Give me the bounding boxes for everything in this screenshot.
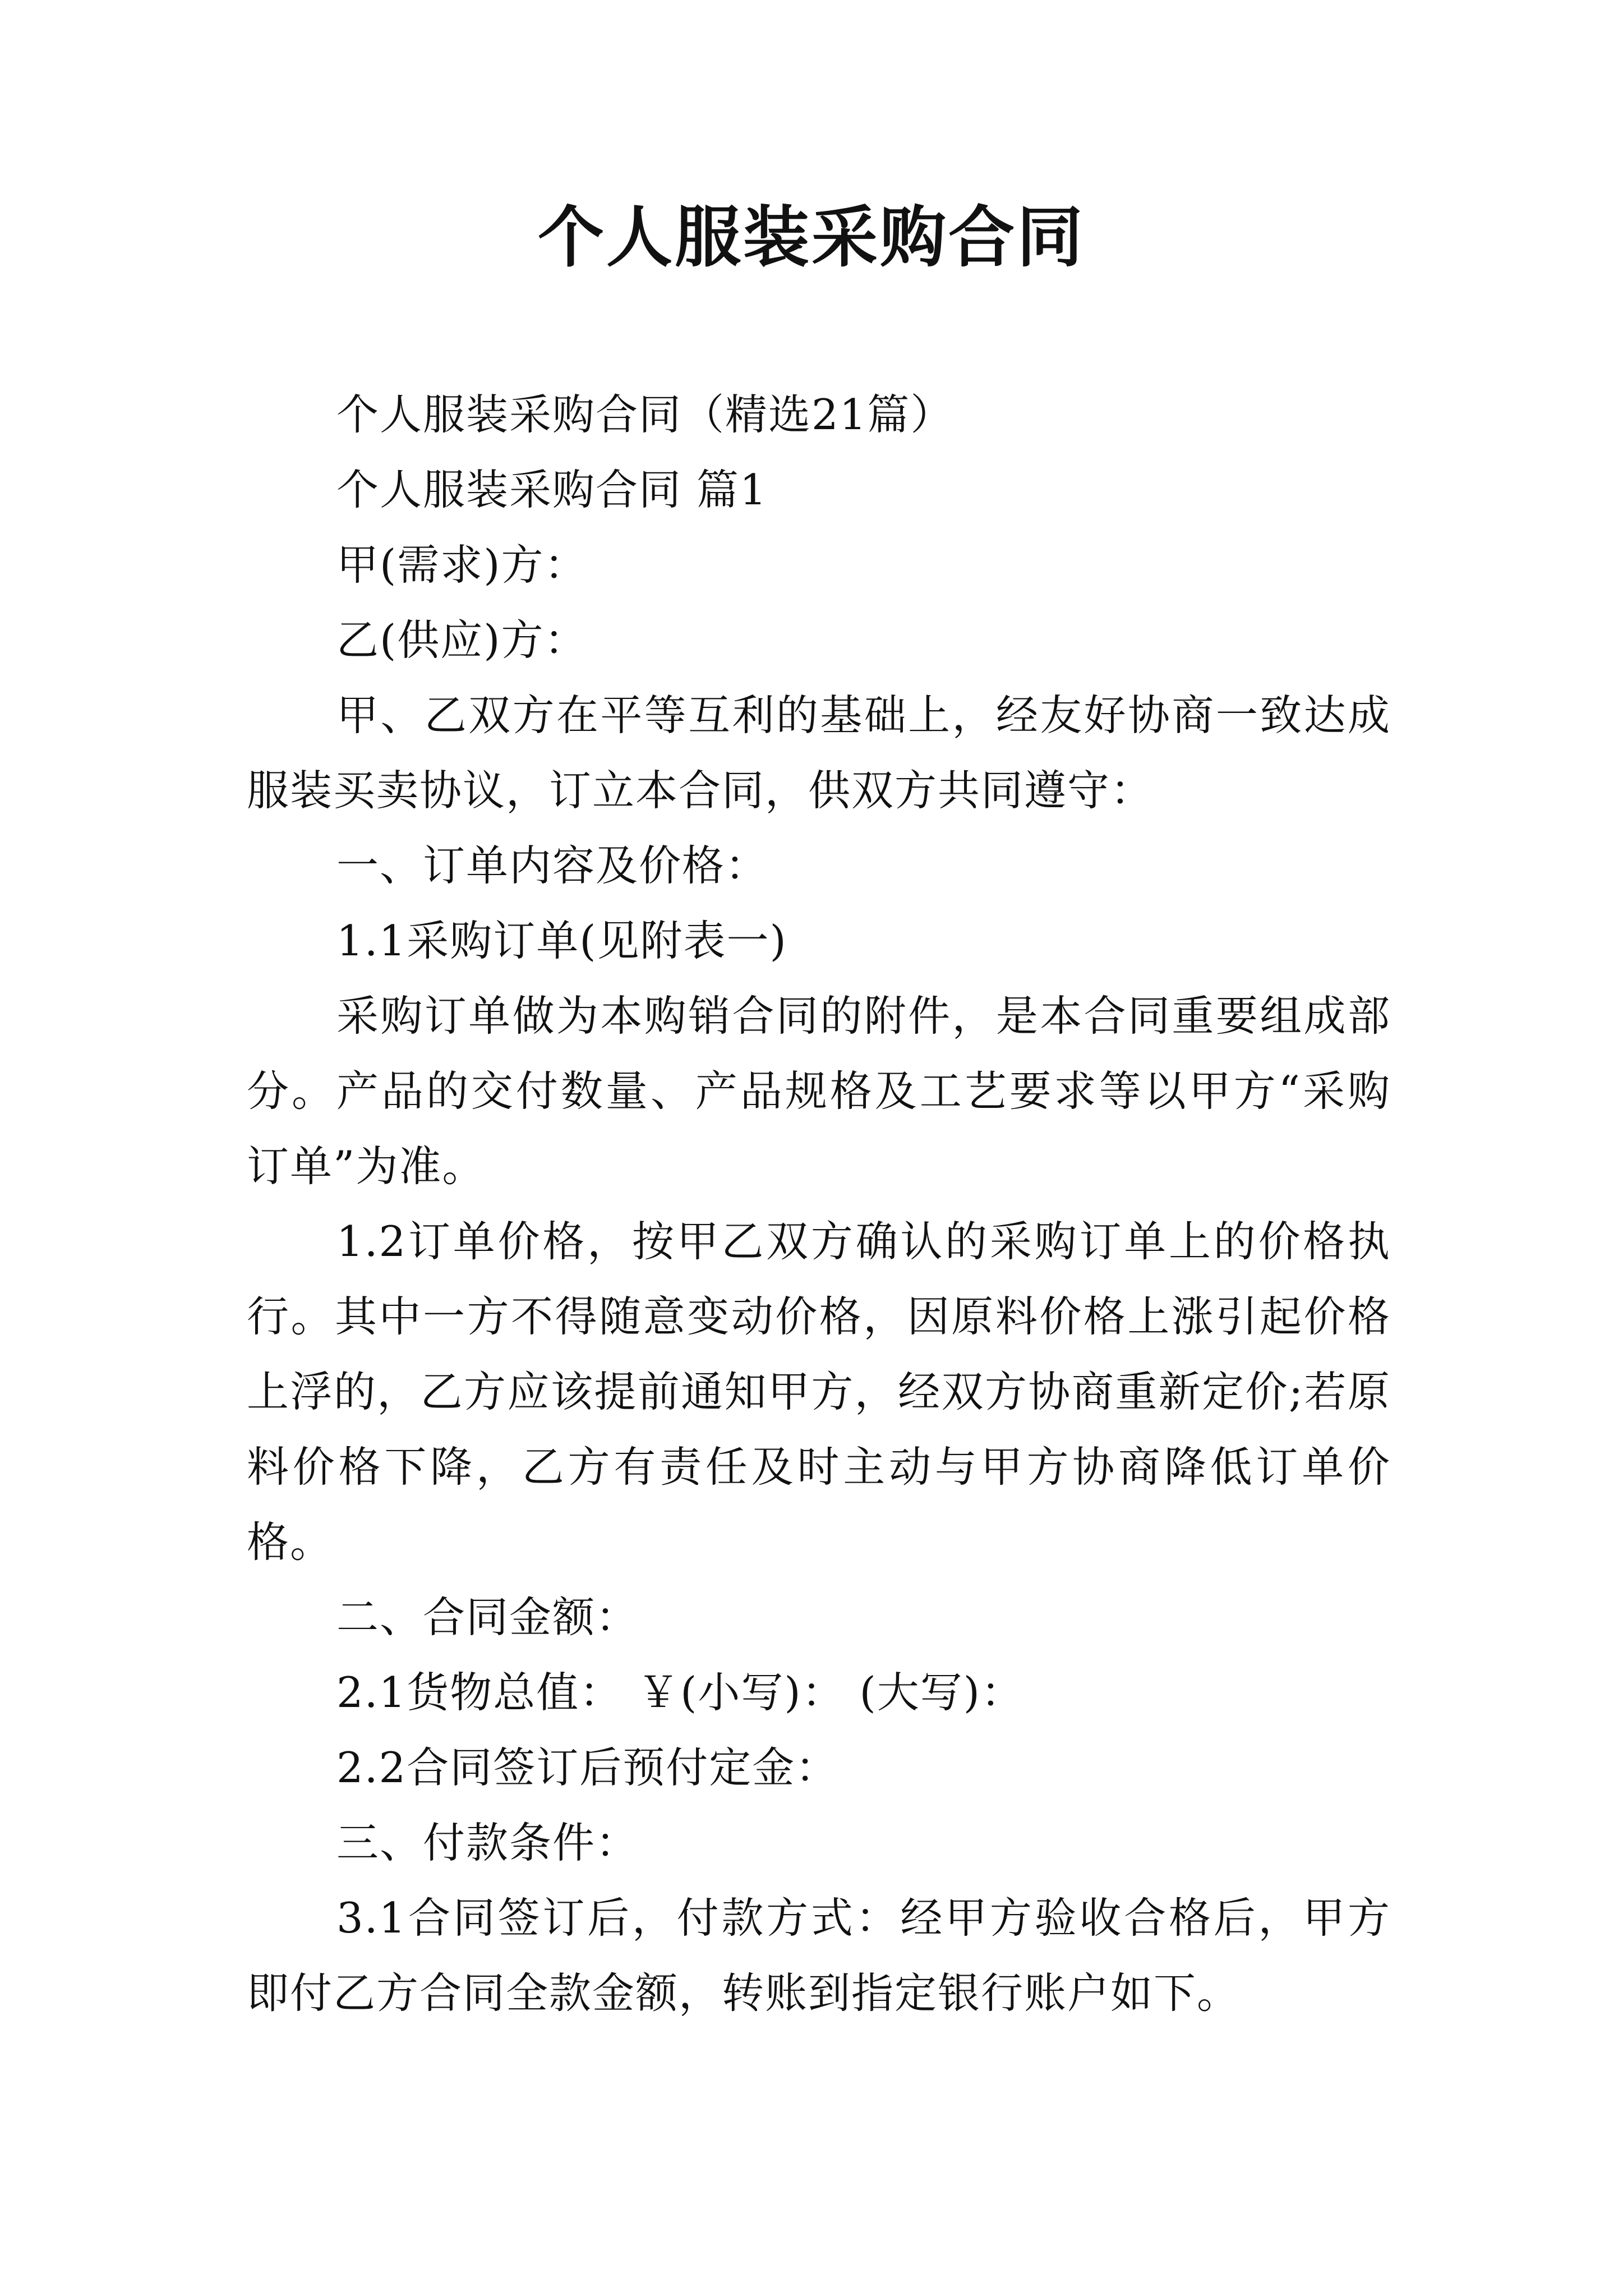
subtitle-selection: 个人服装采购合同（精选21篇） xyxy=(336,390,954,439)
clause-3-1: 3.1合同签订后，付款方式：经甲方验收合格后，甲方即付乙方合同全款金额，转账到指定银行账户如下。 xyxy=(247,1893,1391,2018)
clause-1-1-detail: 采购订单做为本购销合同的附件，是本合同重要组成部分。产品的交付数量、产品规格及工艺要求等以甲方“采购订单”为准。 xyxy=(247,991,1391,1191)
party-a-line: 甲(需求)方： xyxy=(336,540,588,590)
clause-2-heading: 二、合同金额： xyxy=(336,1593,639,1642)
preamble-paragraph: 甲、乙双方在平等互利的基础上，经友好协商一致达成服装买卖协议，订立本合同，供双方共同遵守： xyxy=(247,691,1391,815)
document-body xyxy=(247,377,1391,2031)
clause-1-1: 1.1采购订单(见附表一) xyxy=(336,916,787,965)
clause-3-heading: 三、付款条件： xyxy=(336,1818,639,1867)
clause-1-heading: 一、订单内容及价格： xyxy=(336,841,769,890)
clause-1-2: 1.2订单价格，按甲乙双方确认的采购订单上的价格执行。其中一方不得随意变动价格，因原料价格上涨引起价格上浮的，乙方应该提前通知甲方，经双方协商重新定价;若原料价格下降，乙方有责任及时主动与甲方协商降低订单价格。 xyxy=(247,1217,1391,1567)
clause-2-2: 2.2合同签订后预付定金： xyxy=(336,1743,839,1792)
clause-2-1: 2.1货物总值： ￥(小写)： (大写)： xyxy=(336,1668,1024,1717)
document-title: 个人服装采购合同 xyxy=(537,198,1085,276)
party-b-line: 乙(供应)方： xyxy=(336,615,588,665)
section-heading-part-1: 个人服装采购合同 篇1 xyxy=(336,465,768,514)
